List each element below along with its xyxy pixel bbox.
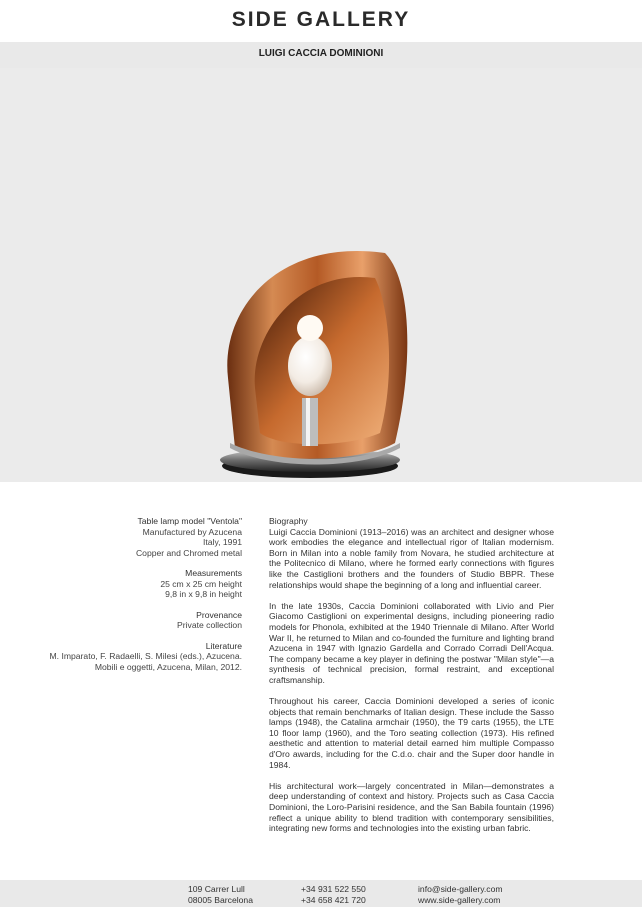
provenance-value: Private collection [177,620,242,630]
biography-paragraph-3: Throughout his career, Caccia Dominioni developed a series of iconic objects that remain benchmarks of Italian design. These include the Sasso lamps (1948), the Catalina armchair (1950), the T9 carts (1955), the LTE 10 floor lamp (1960), and the Toro seating collection (1973). His refined aesthetic and attention to material detail earned him multiple Compasso d'Oro awards, including for the C.d.o. chair and the Super door handle in 1984. [269,696,554,770]
footer-phones [301,884,366,906]
page-header [0,0,642,42]
lamp-image [210,238,420,498]
biography-paragraph-4: His architectural work—largely concentrated in Milan—demonstrates a deep understanding of context and history. Projects such as Casa Caccia Dominioni, the Loro-Parisini residence, and the San Babila fountain (1996) reflect a unique ability to blend tradition with contemporary sensibilities, integrating new forms and technologies into the existing urban fabric. [269,780,554,834]
product-materials: Copper and Chromed metal [135,547,242,558]
product-photo [0,68,642,482]
footer-address-line2: 08005 Barcelona [188,895,253,905]
footer-address [188,884,253,906]
measurements-in: 9,8 in x 9,8 in height [165,589,242,599]
footer-contact [418,884,503,906]
product-title: Table lamp model "Ventola" [137,516,242,526]
literature-line1: M. Imparato, F. Radaelli, S. Milesi (eds.), Azucena. [49,651,242,661]
product-origin: Italy, 1991 [202,537,242,547]
provenance-label: Provenance [196,609,242,620]
designer-bar [0,42,642,68]
product-manufacturer: Manufactured by Azucena [142,526,242,537]
measurements-label: Measurements [185,568,242,578]
biography-section [269,516,554,844]
gallery-logo: SIDE GALLERY [231,8,411,31]
page-footer [0,880,642,907]
biography-paragraph-2: In the late 1930s, Caccia Dominioni collaborated with Livio and Pier Giacomo Castiglioni on experimental designs, including pioneering radio models for Phonola, exhibited at the 1940 Triennale di Milano. After World War II, he returned to Milan and co-founded the furniture and lighting brand Azucena in 1947 with Ignazio Gardella and Corrado Corradi Dell'Acqua. The company became a key player in defining the postwar "Milan style"—a synthesis of technical precision, formal restraint, and exceptional craftsmanship. [269,600,554,685]
footer-phone-2[interactable]: +34 658 421 720 [301,895,366,905]
measurements-cm: 25 cm x 25 cm height [160,578,242,589]
footer-phone-1[interactable]: +34 931 522 550 [301,884,366,894]
footer-website-link[interactable]: www.side-gallery.com [418,895,501,905]
designer-name: LUIGI CACCIA DOMINIONI [258,48,384,59]
literature-label: Literature [205,640,242,651]
footer-email-link[interactable]: info@side-gallery.com [418,884,503,894]
product-details [20,516,242,672]
biography-paragraph-1: Luigi Caccia Dominioni (1913–2016) was an architect and designer whose work embodies the elegance and intellectual rigor of Italian modernism. Born in Milan into a noble family from Novara, he studied architecture at the Politecnico di Milano, where he formed early connections with figures like the Castiglioni brothers and the founders of Studio BBPR. These relationships would shape the beginning of a long and influential career. [269,526,554,590]
footer-address-line1: 109 Carrer Lull [188,884,245,894]
literature-line2: Mobili e oggetti, Azucena, Milan, 2012. [94,661,242,672]
biography-heading: Biography [269,516,308,526]
